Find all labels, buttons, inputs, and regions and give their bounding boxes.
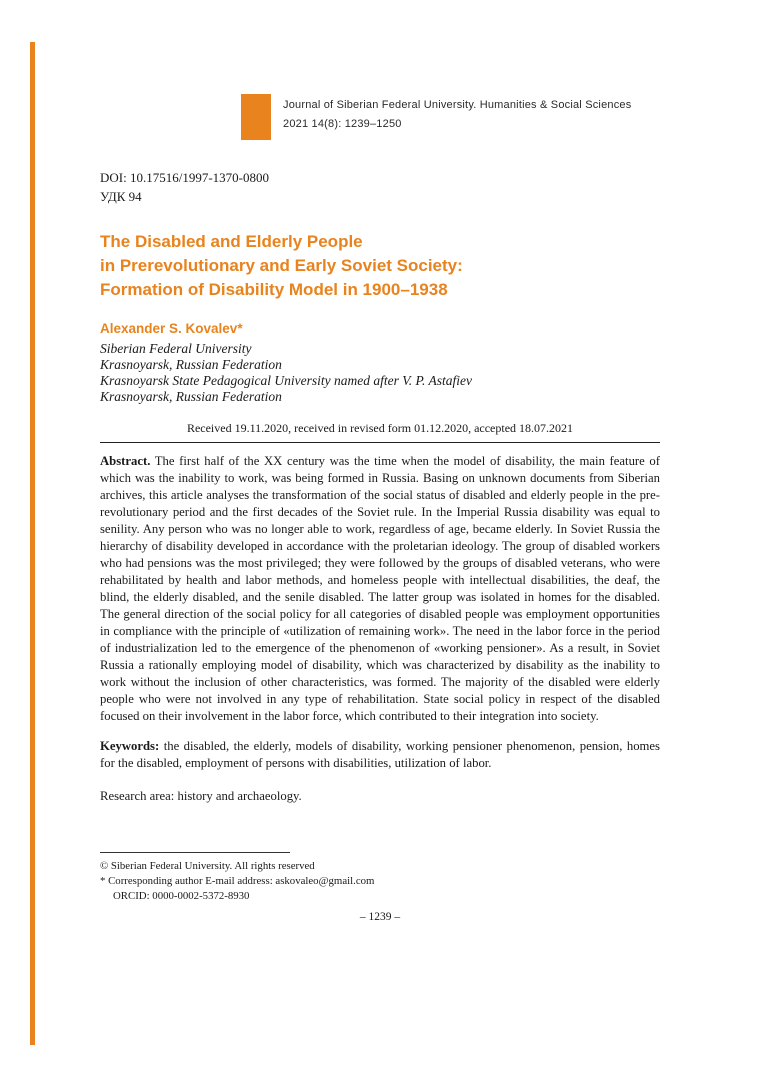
page-number: – 1239 – (359, 911, 401, 924)
abstract-text: The first half of the XX century was the time when the model of disability, the main feature of which was the inability to work, was being formed in Russia. Basing on unknown documents from Siberian archives, this article analyses the transformation of the social status of disabled and elderly people in the pre-revolutionary period and the first decades of the Soviet rule. In the Imperial Russia disability was equal to senility. Any person who was no longer able to work, regardless of age, became elderly. In Soviet Russia the hierarchy of disability developed in accordance with the proletarian ideology. The group of disabled workers who had pensions was the most privileged; they were followed by the groups of disabled veterans, who were rehabilitated by health and labor methods, and homeless people with intellectual disabilities, the deaf, the blind, the elderly disabled, and the senile disabled. The latter group was isolated in homes for the disabled. The general direction of the social policy for all categories of disabled people was employment opportunities in compliance with the principle of «utilization of remaining work». The need in the labor force in the period of industrialization led to the emergence of the phenomenon of «working pensioner». As a result, in Soviet Russia a rationally employing model of disability, which was characterized by disability as the inability to work without the inclusion of other characteristics, was formed. The majority of the disabled were elderly people who were not involved in any type of rehabilitation. State social policy in respect of the disabled focused on their involvement in the labor force, which contributed to their integration into society. (100, 454, 660, 724)
article-title-line-3: Formation of Disability Model in 1900–1938 (100, 279, 448, 299)
article-title (100, 230, 660, 301)
research-area: Research area: history and archaeology. (100, 789, 302, 804)
abstract-paragraph (100, 453, 660, 725)
doi: DOI: 10.17516/1997-1370-0800 (100, 170, 269, 185)
journal-issue: 2021 14(8): 1239–1250 (283, 118, 402, 131)
header-divider (100, 442, 660, 443)
footnote-divider (100, 852, 290, 853)
footnote-copyright: © Siberian Federal University. All rights reserved (100, 860, 315, 873)
affiliation-line: Siberian Federal University (100, 341, 252, 357)
footnote-corresponding-author: * Corresponding author E-mail address: askovaleo@gmail.com (100, 874, 375, 887)
article-title-line-1: The Disabled and Elderly People (100, 232, 363, 251)
footnotes (100, 859, 660, 903)
article-title-line-2: in Prerevolutionary and Early Soviet Society: (100, 255, 463, 275)
left-accent-bar (30, 42, 35, 1045)
article-content (100, 168, 660, 923)
udk: УДК 94 (100, 189, 142, 204)
footnote-orcid: ORCID: 0000-0002-5372-8930 (113, 889, 250, 902)
keywords-text: the disabled, the elderly, models of disability, working pensioner phenomenon, pension, homes for the disabled, employment of persons with disabilities, utilization of labor. (100, 739, 660, 771)
abstract-label: Abstract. (100, 454, 151, 469)
keywords-label: Keywords: (100, 739, 160, 754)
journal-header (241, 94, 631, 140)
journal-info (283, 94, 631, 135)
received-dates: Received 19.11.2020, received in revised form 01.12.2020, accepted 18.07.2021 (186, 421, 574, 436)
journal-name: Journal of Siberian Federal University. Humanities & Social Sciences (283, 99, 632, 111)
affiliation-line: Krasnoyarsk, Russian Federation (100, 389, 282, 405)
author-name: Alexander S. Kovalev* (100, 321, 243, 337)
journal-logo-square (241, 94, 271, 140)
affiliation-line: Krasnoyarsk, Russian Federation (100, 357, 282, 373)
affiliation-line: Krasnoyarsk State Pedagogical University named after V. P. Astafiev (100, 373, 472, 389)
author-affiliations (100, 341, 660, 405)
keywords-paragraph (100, 738, 660, 772)
